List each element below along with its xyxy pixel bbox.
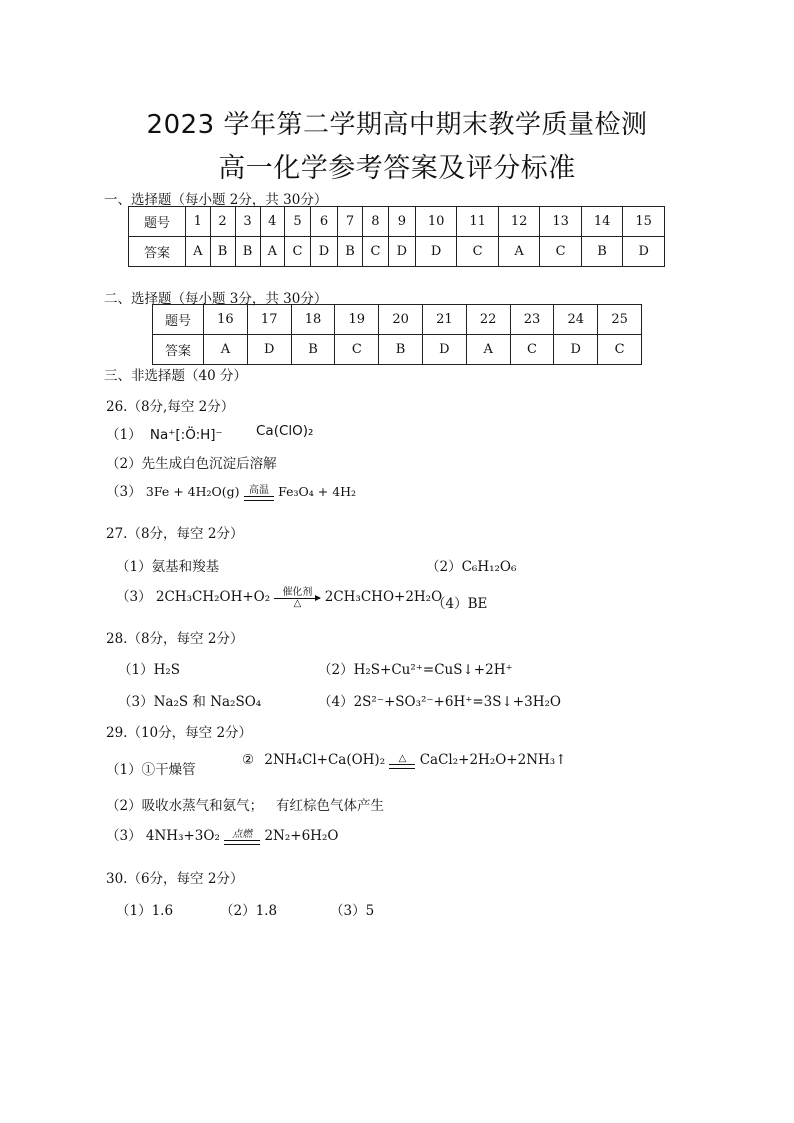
question-number-cell: 8 [362,207,388,237]
q30-part1: （1）1.6 [116,903,174,919]
question-number-cell: 21 [422,305,466,335]
answer-cell: D [415,237,456,267]
q29-part1b [242,752,567,769]
q27-heading: 27.（8分，每空 2分） [106,526,244,542]
q28-heading: 28.（8分，每空 2分） [106,631,244,647]
answer-cell: D [623,237,665,267]
q26-part3-condition-text: 高温 [248,484,269,496]
question-number-cell: 17 [247,305,291,335]
question-number-cell: 9 [388,207,415,237]
q29-part2b: 有红棕色气体产生 [276,798,384,814]
q29-part1b-label: ② [242,752,255,768]
equals-sign [224,840,260,845]
q29-part3 [106,824,338,845]
answer-cell: D [247,335,291,365]
section3-heading: 三、非选择题（40 分） [104,368,247,384]
q27-part3-label: （3） [116,589,152,605]
q26-part1-label: （1） [106,427,142,443]
q26-part3-products: Fe₃O₄ + 4H₂ [278,484,357,499]
answer-cell: C [540,237,581,267]
row-label-answer: 答案 [153,335,204,365]
reaction-arrow-icon [274,598,320,599]
answer-cell: D [422,335,466,365]
q29-part3-products: 2N₂+6H₂O [264,828,339,844]
question-number-cell: 7 [338,207,363,237]
q27-part2: （2）C₆H₁₂O₆ [426,559,517,575]
q27-part3-products: 2CH₃CHO+2H₂O [324,589,443,605]
q26-part3-label: （3） [106,484,142,500]
equals-sign [389,764,415,769]
answer-cell: D [310,237,337,267]
q26-part1 [106,423,223,443]
answer-cell: C [362,237,388,267]
q28-part4: （4）2S²⁻+SO₃²⁻+6H⁺=3S↓+3H₂O [318,694,561,710]
answer-cell: C [510,335,554,365]
answer-cell: A [260,237,285,267]
q30-part3: （3）5 [330,903,375,919]
question-number-cell: 5 [285,207,311,237]
doc-title-line2: 高一化学参考答案及评分标准 [218,153,576,184]
q30-part2: （2）1.8 [220,903,278,919]
q30-heading: 30.（6分，每空 2分） [106,871,244,887]
q28-part3: （3）Na₂S 和 Na₂SO₄ [118,694,262,710]
answer-cell: C [598,335,642,365]
answer-cell: B [379,335,423,365]
question-number-cell: 15 [623,207,665,237]
question-number-cell: 16 [204,305,248,335]
row-label-question: 题号 [129,207,186,237]
q29-part1b-products: CaCl₂+2H₂O+2NH₃↑ [419,752,567,768]
row-label-answer: 答案 [129,237,186,267]
section2-heading: 二、选择题（每小题 3分，共 30分） [104,291,328,307]
answer-cell: B [235,237,260,267]
question-number-cell: 23 [510,305,554,335]
q29-part3-condition [224,829,260,845]
q26-part1-electron-formula: Na⁺[:Ö:H]⁻ [149,427,223,443]
q26-part3-reactants: 3Fe + 4H₂O(g) [145,484,240,499]
q29-part3-ignite: 点燃 [232,828,253,840]
q27-part3-condition [274,587,320,609]
q29-part3-reactants: 4NH₃+3O₂ [145,828,220,844]
q28-part1: （1）H₂S [118,662,181,678]
question-number-cell: 12 [498,207,539,237]
question-number-cell: 11 [457,207,498,237]
answer-cell: A [466,335,510,365]
question-number-cell: 10 [415,207,456,237]
answer-cell: B [338,237,363,267]
q27-part3-heat: △ [293,597,302,609]
question-number-cell: 4 [260,207,285,237]
q26-part3-condition [244,485,274,501]
answer-cell: D [554,335,598,365]
q29-part2a: （2）吸收水蒸气和氨气； [106,798,264,814]
q27-part3-catalyst: 催化剂 [282,586,313,598]
answer-cell: D [388,237,415,267]
q26-part1-formula: Ca(ClO)₂ [256,423,314,439]
q26-part3 [106,480,356,501]
section1-heading: 一、选择题（每小题 2分，共 30分） [104,192,328,208]
q29-part1b-reactants: 2NH₄Cl+Ca(OH)₂ [264,752,386,768]
q27-part1: （1）氨基和羧基 [116,559,220,575]
question-number-cell: 3 [235,207,260,237]
q27-part3 [116,585,442,609]
question-number-cell: 19 [335,305,379,335]
answer-table-2 [152,304,642,365]
q26-heading: 26.（8分,每空 2分） [106,399,235,415]
answer-cell: A [204,335,248,365]
question-number-cell: 24 [554,305,598,335]
q29-part1b-condition [389,753,415,769]
answer-cell: C [335,335,379,365]
answer-cell: B [581,237,622,267]
question-number-cell: 20 [379,305,423,335]
question-number-cell: 2 [210,207,235,237]
answer-cell: C [285,237,311,267]
question-number-cell: 22 [466,305,510,335]
question-number-cell: 6 [310,207,337,237]
question-number-cell: 13 [540,207,581,237]
answer-cell: B [291,335,335,365]
q27-part4: （4）BE [432,596,488,612]
q29-part3-label: （3） [106,828,142,844]
doc-title-line1: 2023 学年第二学期高中期末教学质量检测 [146,110,648,140]
answer-table-1 [128,206,665,267]
answer-cell: B [210,237,235,267]
answer-cell: A [186,237,211,267]
question-number-cell: 25 [598,305,642,335]
row-label-question: 题号 [153,305,204,335]
question-number-cell: 1 [186,207,211,237]
q28-part2: （2）H₂S+Cu²⁺=CuS↓+2H⁺ [318,662,513,678]
question-number-cell: 18 [291,305,335,335]
answer-cell: C [457,237,498,267]
q29-heading: 29.（10分，每空 2分） [106,725,253,741]
answer-cell: A [498,237,539,267]
question-number-cell: 14 [581,207,622,237]
q29-part1a: （1）①干燥管 [106,762,196,778]
equals-sign [244,496,274,501]
q26-part2: （2）先生成白色沉淀后溶解 [106,456,277,472]
q27-part3-reactants: 2CH₃CH₂OH+O₂ [155,589,271,605]
q29-part1b-heat: △ [398,752,407,764]
